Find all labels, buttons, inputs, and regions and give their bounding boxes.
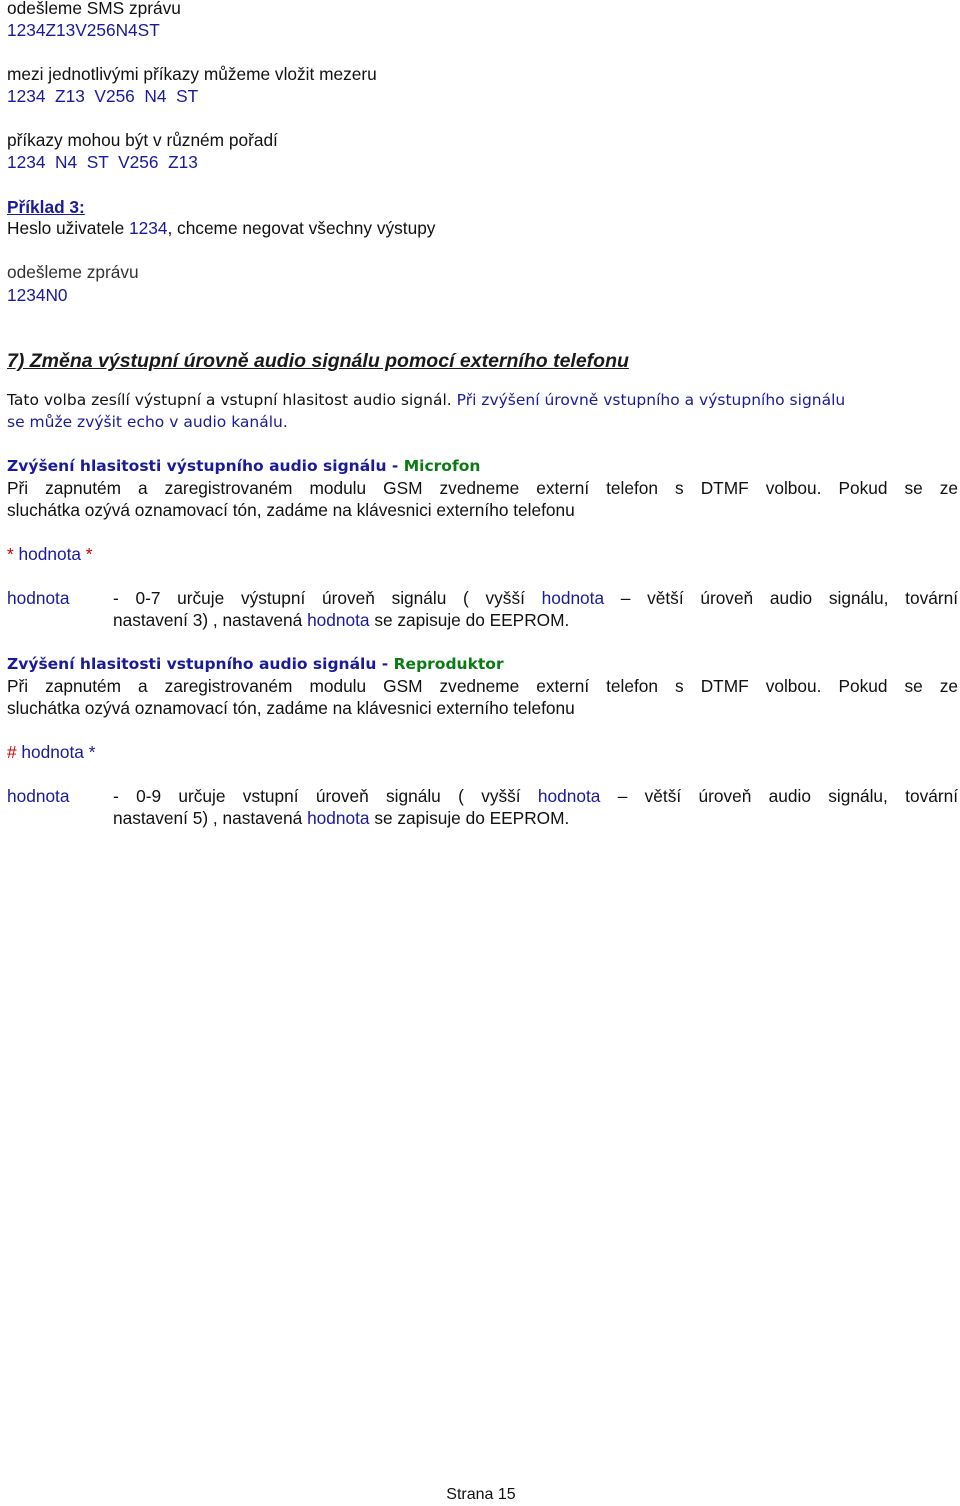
- speaker-subheading-accent: Reproduktor: [393, 655, 504, 673]
- desc-text: nastavení 3) , nastavená: [113, 610, 308, 630]
- mic-term: hodnota: [7, 588, 70, 608]
- section-7-heading: 7) Změna výstupní úrovně audio signálu pomocí externího telefonu: [7, 350, 629, 372]
- desc-text: se zapisuje do EEPROM.: [369, 610, 570, 630]
- code-value-word: hodnota: [18, 544, 81, 564]
- speaker-instruction-line-2: sluchátka ozývá oznamovací tón, zadáme na klávesnici externího telefonu: [7, 698, 575, 718]
- mic-subheading: [7, 455, 480, 477]
- speaker-instruction-line-1: Při zapnutém a zaregistrovaném modulu GSM zvedneme externí telefon s DTMF volbou. Pokud se ze: [7, 676, 958, 696]
- code-hash: #: [7, 742, 17, 762]
- speaker-subheading: [7, 653, 504, 675]
- example-3-desc-text: Heslo uživatele: [7, 218, 129, 238]
- example-3-password: 1234: [129, 218, 168, 238]
- order-note: příkazy mohou být v různém pořadí: [7, 130, 278, 150]
- code-prefix: *: [7, 544, 19, 564]
- desc-text: - 0-7 určuje výstupní úroveň signálu ( vyšší: [113, 588, 542, 608]
- section-7-intro-line-1: [7, 389, 845, 411]
- speaker-term-description: [113, 785, 958, 829]
- section-7-intro-line-2: se může zvýšit echo v audio kanálu.: [7, 413, 288, 431]
- desc-text: – větší úroveň audio signálu, tovární: [600, 786, 958, 806]
- mic-term-description: [113, 587, 958, 631]
- mic-desc-line-1: [113, 587, 958, 609]
- speaker-dtmf-code: [7, 741, 95, 763]
- example-3-description: [7, 217, 435, 239]
- desc-text: - 0-9 určuje vstupní úroveň signálu ( vyšší: [113, 786, 538, 806]
- desc-term: hodnota: [537, 786, 601, 806]
- example-3-title: Příklad 3:: [7, 197, 85, 217]
- mic-desc-line-2: [113, 609, 958, 631]
- speaker-term: hodnota: [7, 786, 70, 806]
- mic-instruction-line-2: sluchátka ozývá oznamovací tón, zadáme na klávesnici externího telefonu: [7, 500, 575, 520]
- desc-term: hodnota: [541, 588, 605, 608]
- code-value-word: hodnota *: [16, 742, 96, 762]
- speaker-desc-line-1: [113, 785, 958, 807]
- desc-text: – větší úroveň audio signálu, tovární: [604, 588, 958, 608]
- desc-term: hodnota: [307, 610, 370, 630]
- speaker-subheading-text: Zvýšení hlasitosti vstupního audio signálu -: [7, 655, 394, 673]
- send-sms-label: odešleme SMS zprávu: [7, 0, 181, 18]
- code-suffix: *: [81, 544, 93, 564]
- sms-command-reordered: 1234 N4 ST V256 Z13: [7, 152, 198, 172]
- speaker-desc-line-2: [113, 807, 958, 829]
- desc-text: se zapisuje do EEPROM.: [369, 808, 570, 828]
- desc-text: nastavení 5) , nastavená: [113, 808, 308, 828]
- negate-command-example: 1234N0: [7, 285, 68, 305]
- mic-instruction-line-1: Při zapnutém a zaregistrovaném modulu GSM zvedneme externí telefon s DTMF volbou. Pokud se ze: [7, 478, 958, 498]
- intro-text: Tato volba zesílí výstupní a vstupní hlasitost audio signál.: [7, 391, 452, 409]
- desc-term: hodnota: [307, 808, 370, 828]
- intro-echo-note: Při zvýšení úrovně vstupního a výstupního signálu: [451, 391, 846, 409]
- send-message-label: odešleme zprávu: [7, 262, 139, 282]
- sms-command-example: 1234Z13V256N4ST: [7, 20, 160, 40]
- example-3-desc-rest: , chceme negovat všechny výstupy: [167, 218, 436, 238]
- mic-dtmf-code: [7, 543, 93, 565]
- mic-subheading-text: Zvýšení hlasitosti výstupního audio signálu -: [7, 457, 404, 475]
- sms-command-spaced: 1234 Z13 V256 N4 ST: [7, 86, 199, 106]
- page-number: Strana 15: [446, 1486, 516, 1503]
- mic-subheading-accent: Microfon: [403, 457, 481, 475]
- space-note: mezi jednotlivými příkazy můžeme vložit mezeru: [7, 64, 377, 84]
